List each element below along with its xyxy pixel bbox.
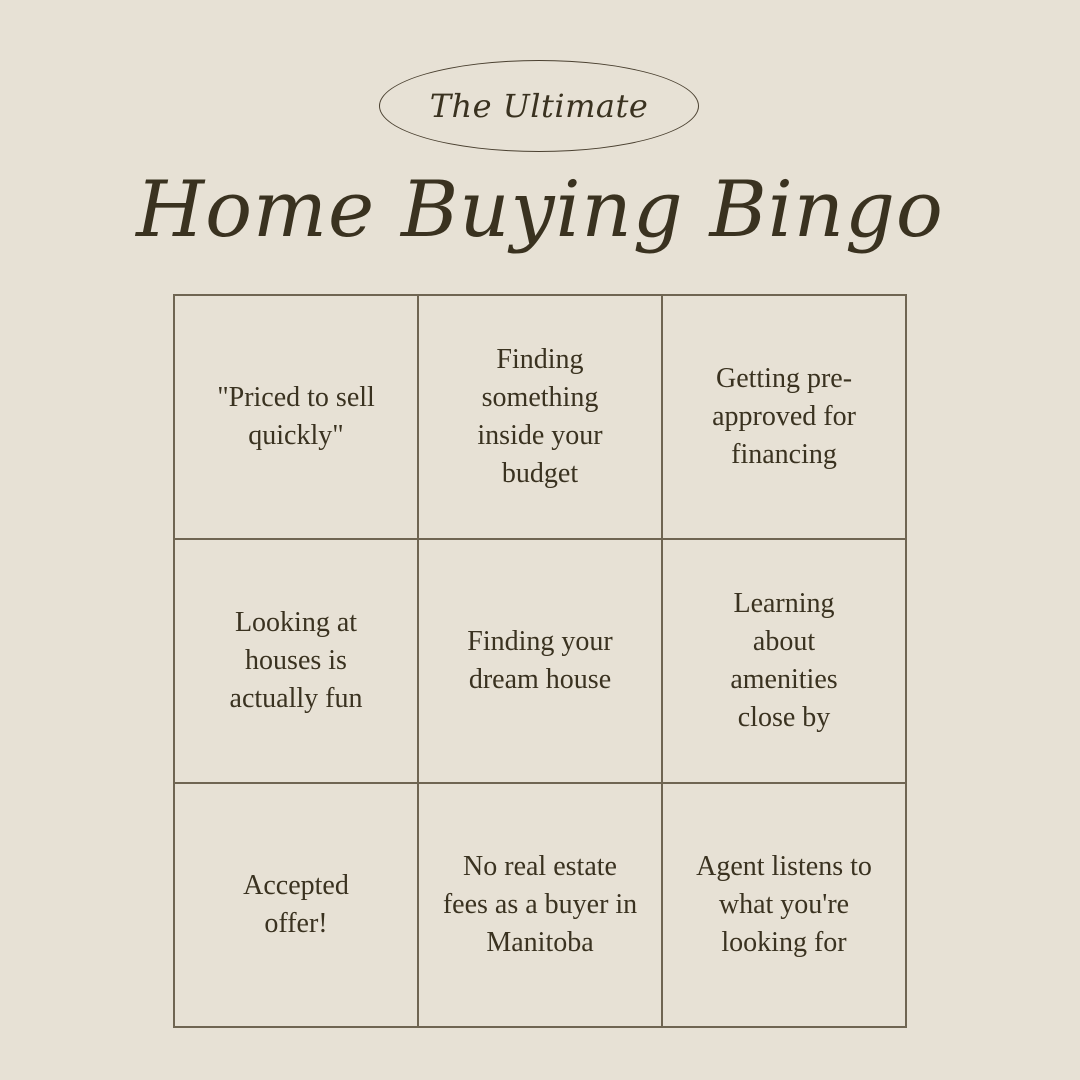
page-title: Home Buying Bingo — [136, 165, 944, 255]
bingo-cell-label: Accepted offer! — [243, 870, 349, 939]
bingo-cell-accepted-offer[interactable] — [174, 783, 418, 1027]
bingo-cell-dream-house[interactable] — [418, 539, 662, 783]
bingo-cell-label: Getting pre-approved for financing — [712, 363, 856, 470]
subtitle: The Ultimate — [429, 87, 649, 125]
subtitle-oval — [379, 60, 699, 152]
bingo-grid — [173, 294, 907, 1028]
bingo-cell-label: Finding something inside your budget — [477, 344, 603, 489]
bingo-cell-label: No real estate fees as a buyer in Manitoba — [442, 851, 638, 958]
bingo-cell-agent-listens[interactable] — [662, 783, 906, 1027]
bingo-cell-label: Learning about amenities close by — [730, 588, 838, 733]
bingo-cell-no-fees[interactable] — [418, 783, 662, 1027]
bingo-cell-label: Looking at houses is actually fun — [229, 607, 363, 714]
bingo-cell-pre-approved[interactable] — [662, 295, 906, 539]
bingo-cell-label: "Priced to sell quickly" — [217, 382, 375, 451]
bingo-cell-label: Agent listens to what you're looking for — [696, 851, 872, 958]
bingo-cell-looking-fun[interactable] — [174, 539, 418, 783]
bingo-cell-label: Finding your dream house — [467, 626, 613, 695]
bingo-cell-priced-to-sell[interactable] — [174, 295, 418, 539]
bingo-cell-inside-budget[interactable] — [418, 295, 662, 539]
bingo-cell-amenities[interactable] — [662, 539, 906, 783]
